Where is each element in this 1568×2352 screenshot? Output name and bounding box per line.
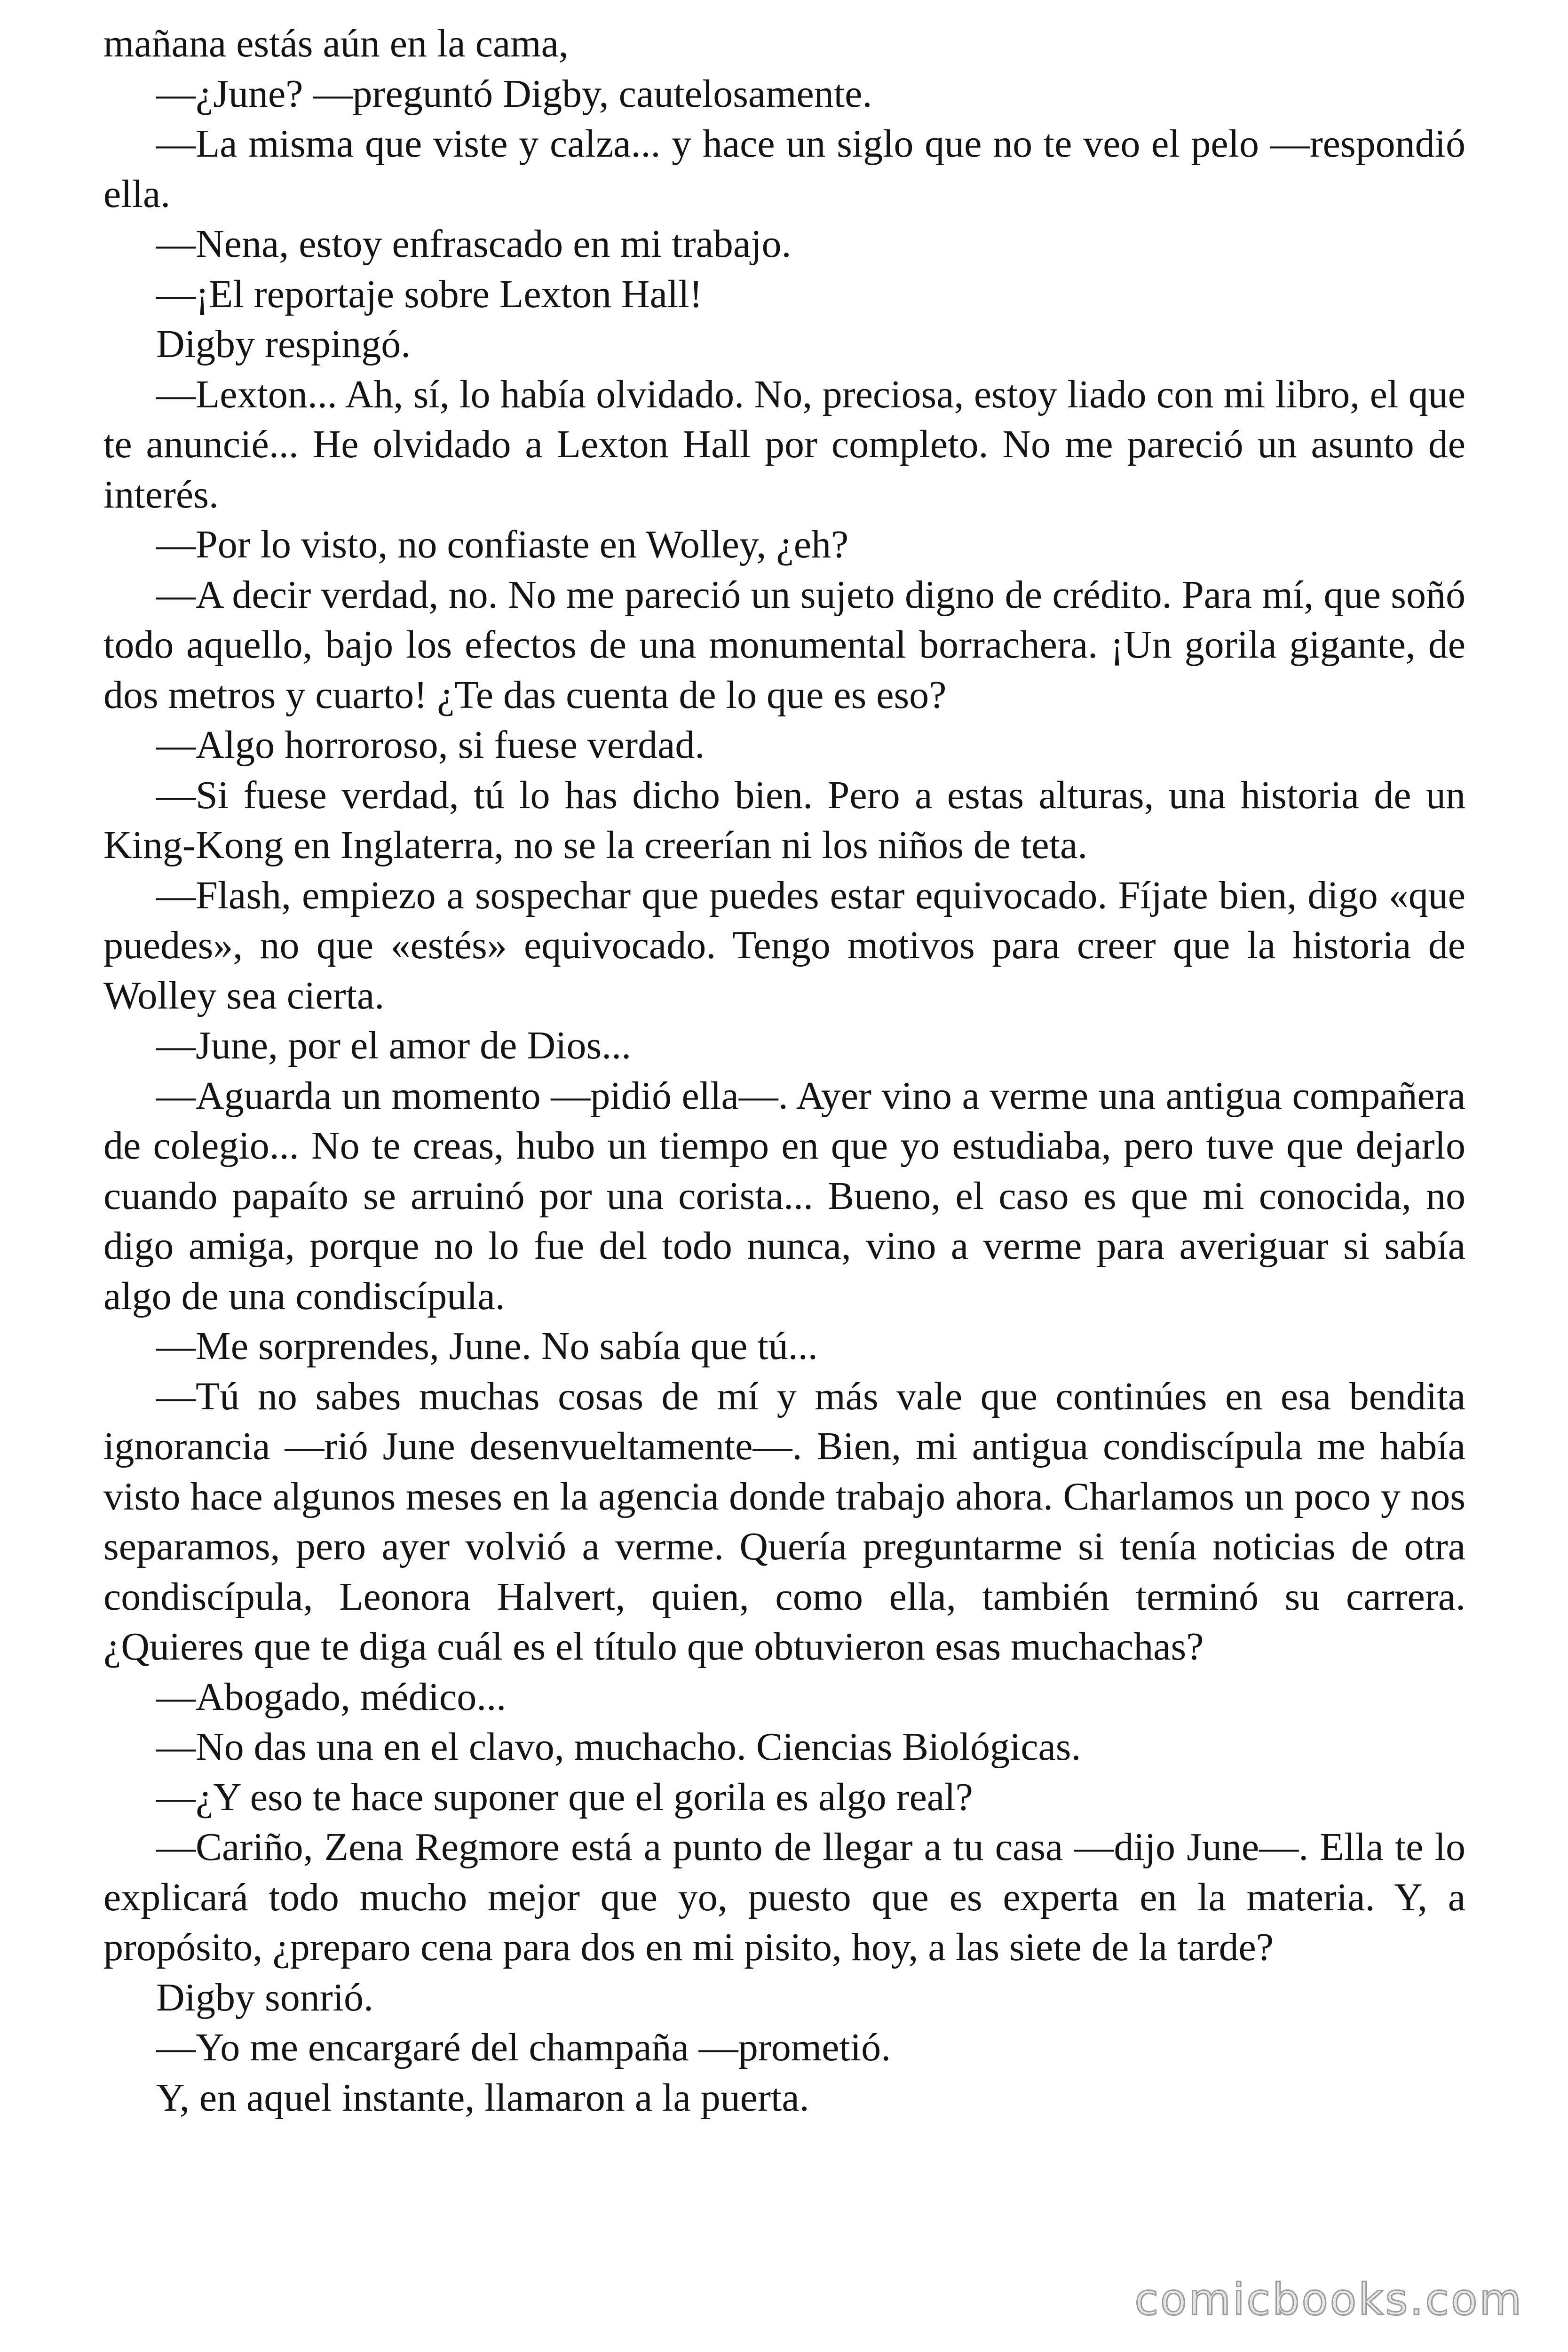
paragraph: —Me sorprendes, June. No sabía que tú... bbox=[156, 1324, 818, 1368]
paragraph: —Algo horroroso, si fuese verdad. bbox=[156, 723, 705, 767]
paragraph: —Tú no sabes muchas cosas de mí y más vale que continúes en esa bendita ignorancia —rió June desenvueltamente—. Bien, mi antigua condiscípula me había visto hace algunos meses en la agencia donde trabajo ahora. Charlamos un poco y nos separamos, pero ayer volvió a verme. Quería preguntarme si tenía noticias de otra condiscípula, Leonora Halvert, quien, como ella, también terminó su carrera. ¿Quieres que te diga cuál es el título que obtuvieron esas muchachas? bbox=[103, 1374, 1465, 1669]
paragraph: —Yo me encargaré del champaña —prometió. bbox=[156, 2026, 891, 2069]
paragraph: —A decir verdad, no. No me pareció un sujeto digno de crédito. Para mí, que soñó todo aquello, bajo los efectos de una monumental borrachera. ¡Un gorila gigante, de dos metros y cuarto! ¿Te das cuenta de lo que es eso? bbox=[103, 572, 1465, 717]
paragraph: —Aguarda un momento —pidió ella—. Ayer vino a verme una antigua compañera de colegio... No te creas, hubo un tiempo en que yo estudiaba, pero tuve que dejarlo cuando papaíto se arruinó por una corista... Bueno, el caso es que mi conocida, no digo amiga, porque no lo fue del todo nunca, vino a verme para averiguar si sabía algo de una condiscípula. bbox=[103, 1073, 1465, 1318]
paragraph: —Por lo visto, no confiaste en Wolley, ¿eh? bbox=[156, 523, 849, 566]
paragraph: —¿June? —preguntó Digby, cautelosamente. bbox=[156, 72, 872, 116]
paragraph: —Flash, empiezo a sospechar que puedes estar equivocado. Fíjate bien, digo «que puedes», no que «estés» equivocado. Tengo motivos para creer que la historia de Wolley sea cierta. bbox=[103, 873, 1465, 1017]
paragraph: —¿Y eso te hace suponer que el gorila es algo real? bbox=[156, 1775, 973, 1819]
paragraph: Digby sonrió. bbox=[156, 1975, 373, 2019]
paragraph: Digby respingó. bbox=[156, 322, 411, 366]
paragraph: —Si fuese verdad, tú lo has dicho bien. Pero a estas alturas, una historia de un King-Kong en Inglaterra, no se la creerían ni los niños de teta. bbox=[103, 773, 1465, 867]
document-page bbox=[103, 19, 1465, 2123]
paragraph: —Lexton... Ah, sí, lo había olvidado. No, preciosa, estoy liado con mi libro, el que te anuncié... He olvidado a Lexton Hall por completo. No me pareció un asunto de interés. bbox=[103, 372, 1465, 516]
watermark: comicbooks.com bbox=[1134, 2274, 1523, 2325]
paragraph: —¡El reportaje sobre Lexton Hall! bbox=[156, 272, 703, 316]
paragraph: Y, en aquel instante, llamaron a la puerta. bbox=[156, 2075, 809, 2120]
paragraph: —La misma que viste y calza... y hace un siglo que no te veo el pelo —respondió ella. bbox=[103, 122, 1465, 216]
paragraph: —No das una en el clavo, muchacho. Ciencias Biológicas. bbox=[156, 1725, 1081, 1769]
paragraph: —Abogado, médico... bbox=[156, 1675, 507, 1719]
paragraph: mañana estás aún en la cama, bbox=[103, 22, 569, 65]
paragraph: —June, por el amor de Dios... bbox=[156, 1024, 632, 1067]
paragraph: —Cariño, Zena Regmore está a punto de llegar a tu casa —dijo June—. Ella te lo explicará todo mucho mejor que yo, puesto que es experta en la materia. Y, a propósito, ¿preparo cena para dos en mi pisito, hoy, a las siete de la tarde? bbox=[103, 1825, 1465, 1969]
paragraph: —Nena, estoy enfrascado en mi trabajo. bbox=[156, 222, 792, 266]
